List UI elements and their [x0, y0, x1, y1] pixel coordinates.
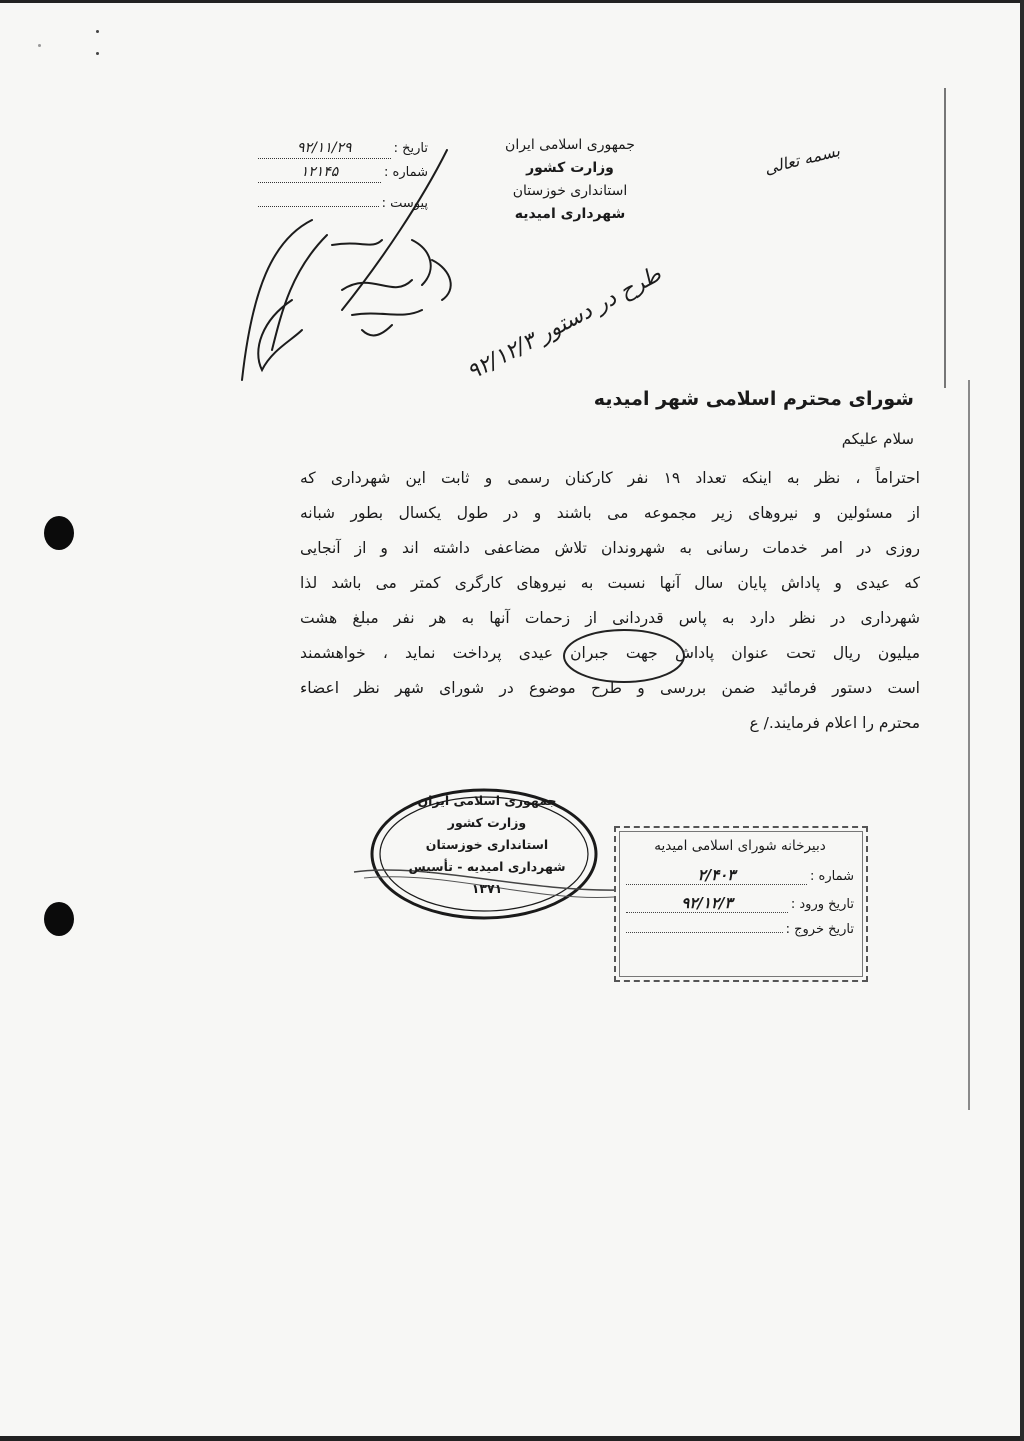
letterhead-province: استانداری خوزستان [512, 183, 628, 199]
page-bottom-edge [0, 1436, 1024, 1441]
stamp-entry-label: تاریخ ورود : [790, 897, 854, 912]
date-label: تاریخ : [393, 141, 428, 156]
page-right-edge [1020, 0, 1024, 1441]
body-line: از مسئولین و نیروهای زیر مجموعه می باشند و در طول یکسال بطور شبانه [300, 504, 920, 522]
letter-body [300, 462, 920, 742]
handwritten-circle-mark [560, 626, 688, 686]
stamp-entry-row [626, 894, 854, 922]
stamp-number-row [626, 866, 854, 894]
punch-hole [44, 516, 74, 550]
scan-shadow-line [944, 88, 946, 388]
body-line: میلیون ریال تحت عنوان پاداش جهت جبران عیدی پرداخت نماید ، خواهشمند [300, 644, 920, 662]
seal-line: وزارت کشور [447, 815, 527, 830]
body-line: روزی در امر خدمات رسانی به شهروندان تلاش مضاعفی داشته اند و از آنجایی [300, 539, 920, 557]
body-line: شهرداری در نظر دارد به پاس قدردانی از زحمات آنها به هر نفر مبلغ هشت [300, 609, 920, 627]
letterhead-municipality: شهرداری امیدیه [514, 206, 626, 222]
recipient-title: شورای محترم اسلامی شهر امیدیه [593, 388, 914, 410]
scan-speck [38, 44, 41, 47]
letterhead [480, 134, 660, 226]
letterhead-ministry: وزارت کشور [526, 160, 614, 176]
stamp-exit-value [626, 932, 783, 933]
date-value: ۹۲/۱۱/۲۹ [258, 140, 391, 159]
seal-line: شهرداری امیدیه - تأسیس ۱۳۷۱ [408, 859, 566, 896]
greeting: سلام علیکم [841, 430, 914, 448]
stamp-entry-value: ۹۲/۱۲/۳ [626, 894, 788, 913]
scan-speck [96, 30, 99, 33]
number-value: ۱۲۱۴۵ [258, 164, 381, 183]
body-line: که عیدی و پاداش پایان سال آنها نسبت به نیروهای کارگری کمتر می باشد لذا [300, 574, 920, 592]
signature-stroke [242, 220, 312, 380]
stamp-title: دبیرخانه شورای اسلامی امیدیه [654, 838, 826, 854]
seal-line: استانداری خوزستان [425, 837, 549, 852]
stamp-exit-label: تاریخ خروج : [785, 922, 854, 937]
body-line: احتراماً ، نظر به اینکه تعداد ۱۹ نفر کارکنان رسمی و ثابت این شهرداری که [300, 469, 920, 487]
stamp-number-value: ۲/۴۰۳ [626, 866, 807, 885]
seal-line: جمهوری اسلامی ایران [417, 793, 557, 808]
stamp-number-label: شماره : [810, 869, 854, 884]
attachment-label: پیوست : [381, 196, 428, 211]
number-label: شماره : [384, 165, 428, 180]
handwritten-order-text: طرح در دستور ۹۲/۱۲/۳ [463, 261, 666, 386]
bismillah-heading: بسمه تعالی [762, 140, 842, 179]
page-top-edge [0, 0, 1024, 3]
letterhead-republic: جمهوری اسلامی ایران [505, 137, 635, 153]
council-receipt-stamp [614, 826, 868, 982]
punch-hole [44, 902, 74, 936]
scan-shadow-line [968, 380, 970, 1110]
body-line: محترم را اعلام فرمایند./ ع [749, 714, 920, 732]
scan-speck [96, 52, 99, 55]
seal-text [392, 790, 582, 900]
body-line: است دستور فرمائید ضمن بررسی و طرح موضوع در شورای شهر نظر اعضاء [300, 679, 920, 697]
stamp-exit-row [626, 922, 854, 950]
